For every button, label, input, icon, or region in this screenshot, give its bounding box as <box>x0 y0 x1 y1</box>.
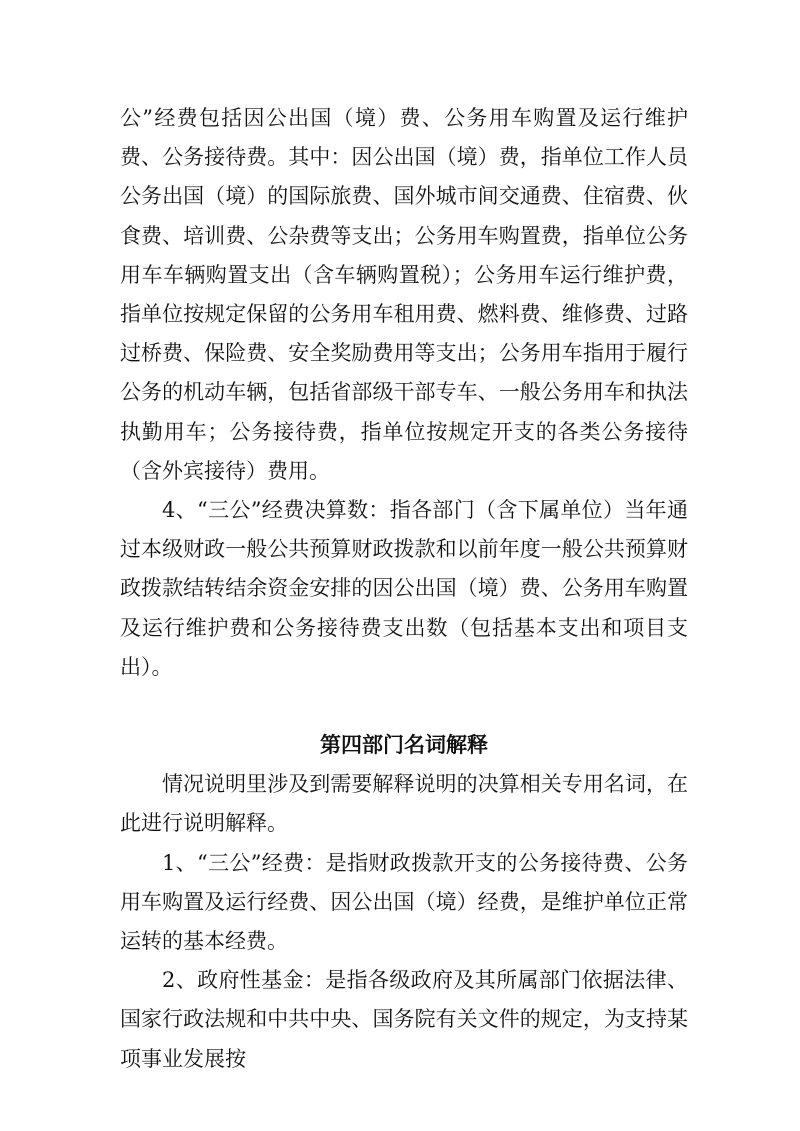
paragraph-item-4: 4、“三公”经费决算数：指各部门（含下属单位）当年通过本级财政一般公共预算财政拨款和以前年度一般公共预算财政拨款结转结余资金安排的因公出国（境）费、公务用车购置及运行维护费和公务接待费支出数（包括基本支出和项目支出）。 <box>120 498 688 679</box>
section-heading: 第四部门名词解释 <box>320 733 488 758</box>
paragraph-term-2: 2、政府性基金：是指各级政府及其所属部门依据法律、国家行政法规和中共中央、国务院有关文件的规定，为支持某项事业发展按 <box>120 968 688 1071</box>
paragraph-term-1: 1、“三公”经费：是指财政拨款开支的公务接待费、公务用车购置及运行经费、因公出国（境）经费，是维护单位正常运转的基本经费。 <box>120 850 688 954</box>
document-body <box>120 99 688 1079</box>
paragraph-intro: 情况说明里涉及到需要解释说明的决算相关专用名词，在此进行说明解释。 <box>120 772 688 836</box>
paragraph-continuation: 公”经费包括因公出国（境）费、公务用车购置及运行维护费、公务接待费。其中：因公出国（境）费，指单位工作人员公务出国（境）的国际旅费、国外城市间交通费、住宿费、伙食费、培训费、公杂费等支出；公务用车购置费，指单位公务用车车辆购置支出（含车辆购置税）；公务用车运行维护费，指单位按规定保留的公务用车租用费、燃料费、维修费、过路过桥费、保险费、安全奖励费用等支出；公务用车指用于履行公务的机动车辆，包括省部级干部专车、一般公务用车和执法执勤用车；公务接待费，指单位按规定开支的各类公务接待（含外宾接待）费用。 <box>120 106 688 483</box>
